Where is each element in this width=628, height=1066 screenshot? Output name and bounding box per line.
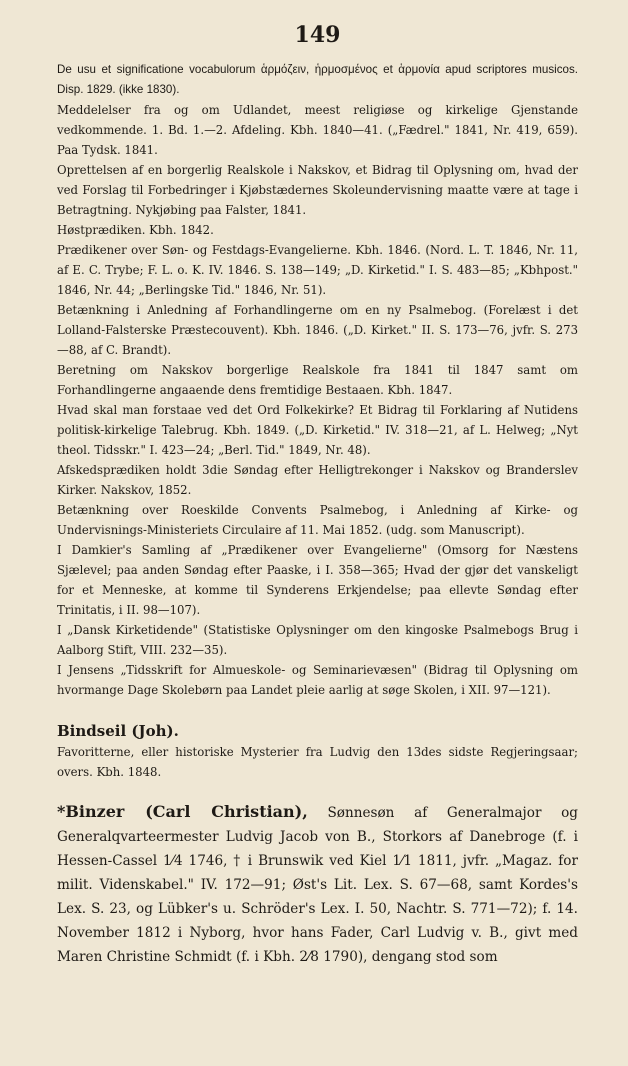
entry-betaenkning-roeskilde: Betænkning over Roeskilde Convents Psalmebog, i Anledning af Kirke- og Undervisnings-Ministeriets Circulaire af 11. Mai 1852. (udg. som Manuscript). — [57, 503, 578, 537]
entry-hoestpraediken: Høstprædiken. Kbh. 1842. — [57, 223, 214, 237]
entry-oprettelsen: Oprettelsen af en borgerlig Realskole i Nakskov, et Bidrag til Oplysning om, hvad der ved Forslag til Forbedringer i Kjøbstædernes Skoleundervisning maatte være at tage i Betragtning. Nykjøbing paa Falster, 1841. — [57, 163, 578, 217]
entry-damkier: I Damkier's Samling af „Prædikener over Evangelierne" (Omsorg for Næstens Sjælevel; paa anden Søndag efter Paaske, i I. 358—365; Hvad der gjør det vanskeligt for et Menneske, at komme til Synderens Erkjendelse; paa ellevte Søndag efter Trinitatis, i II. 98—107). — [57, 543, 578, 617]
entry-latin-dissertation: De usu et significatione vocabulorum ἁρμόζειν, ἡρμοσμένος et ἁρμονία apud scriptores musicos. Disp. 1829. (ikke 1830). — [57, 63, 578, 96]
entry-kirketidende: I „Dansk Kirketidende" (Statistiske Oplysninger om den kingoske Psalmebogs Brug i Aalborg Stift, VIII. 232—35). — [57, 623, 578, 657]
entry-afskedspraediken: Afskedsprædiken holdt 3die Søndag efter Helligtrekonger i Nakskov og Branderslev Kirker. Nakskov, 1852. — [57, 463, 578, 497]
entry-praedikener: Prædikener over Søn- og Festdags-Evangelierne. Kbh. 1846. (Nord. L. T. 1846, Nr. 11, af E. C. Trybe; F. L. o. K. IV. 1846. S. 138—149; „D. Kirketid." I. S. 483—85; „Kbhpost." 1846, Nr. 44; „Berlingske Tid." 1846, Nr. 51). — [57, 243, 578, 297]
entry-beretning: Beretning om Nakskov borgerlige Realskole fra 1841 til 1847 samt om Forhandlingerne angaaende dens fremtidige Bestaaen. Kbh. 1847. — [57, 363, 578, 397]
author-heading-bindseil: Bindseil (Joh). — [57, 722, 179, 740]
entry-bindseil: Favoritterne, eller historiske Mysterier fra Ludvig den 13des sidste Regjeringsaar; overs. Kbh. 1848. — [57, 745, 578, 779]
page-number: 149 — [294, 22, 341, 48]
entry-folkekirke: Hvad skal man forstaae ved det Ord Folkekirke? Et Bidrag til Forklaring af Nutidens politisk-kirkelige Talebrug. Kbh. 1849. („D. Kirketid." IV. 318—21, af L. Helweg; „Nyt theol. Tidsskr." I. 423—24; „Berl. Tid." 1849, Nr. 48). — [57, 403, 578, 457]
author-entry-binzer — [57, 800, 578, 969]
author-heading-binzer: *Binzer (Carl Christian), — [57, 802, 308, 821]
bibliography-entries — [57, 60, 578, 700]
entry-betaenkning-psalmebog: Betænkning i Anledning af Forhandlingerne om en ny Psalmebog. (Forelæst i det Lolland-Falsterske Præstecouvent). Kbh. 1846. („D. Kirket." II. S. 173—76, jvfr. S. 273—88, af C. Brandt). — [57, 303, 578, 357]
entry-meddelelser: Meddelelser fra og om Udlandet, meest religiøse og kirkelige Gjenstande vedkommende. 1. Bd. 1.—2. Afdeling. Kbh. 1840—41. („Fædrel." 1841, Nr. 419, 659). Paa Tydsk. 1841. — [57, 103, 578, 157]
binzer-biography: Sønnesøn af Generalmajor og Generalqvarteermester Ludvig Jacob von B., Storkors af Danebroge (f. i Hessen-Cassel 1⁄4 1746, † i Brunswik ved Kiel 1⁄1 1811, jvfr. „Magaz. for milit. Videnskabel." IV. 172—91; Øst's Lit. Lex. S. 67—68, samt Kordes's Lex. S. 23, og Lübker's u. Schröder's Lex. I. 50, Nachtr. S. 771—72); f. 14. November 1812 i Nyborg, hvor hans Fader, Carl Ludvig v. B., givt med Maren Christine Schmidt (f. i Kbh. 2⁄8 1790), dengang stod som — [57, 805, 578, 965]
entry-jensen: I Jensens „Tidsskrift for Almueskole- og Seminarievæsen" (Bidrag til Oplysning om hvormange Dage Skolebørn paa Landet pleie aarlig at søge Skolen, i XII. 97—121). — [57, 663, 578, 697]
